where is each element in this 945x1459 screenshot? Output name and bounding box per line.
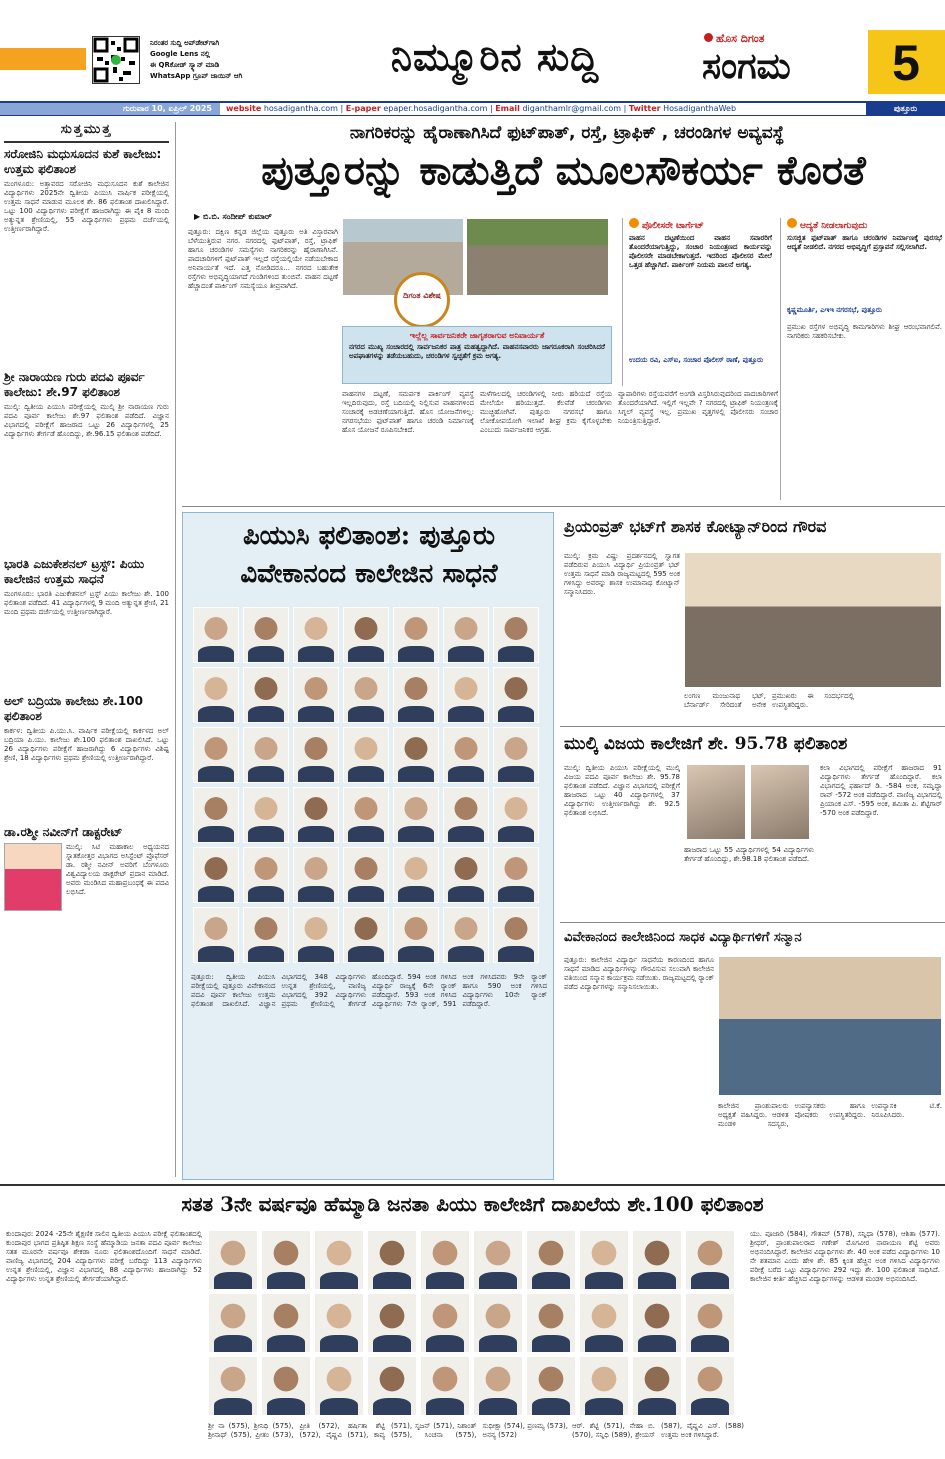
student-photo	[261, 1230, 311, 1290]
sidebar-body: ಮಂಗಳೂರು: ಭಾರತಿ ಎಜುಕೇಶನಲ್ ಟ್ರಸ್ಟ್ ಪಿಯು ಕಾಲೇಜು ಶೇ. 100 ಫಲಿತಾಂಶ ಪಡೆದಿದೆ. 41 ವಿದ್ಯಾರ್ಥಿಗಳಲ್ಲಿ 9 ಮಂದಿ ಅತ್ಯುನ್ನತ ಶ್ರೇಣಿ, 21 ಮಂದಿ ಪ್ರಥಮ ದರ್ಜೆಯಲ್ಲಿ ಉತ್ತೀರ್ಣರಾಗಿದ್ದಾರೆ.	[4, 590, 169, 616]
box-title-text: ಪೊಲೀಸರೇ ಟಾರ್ಗೆಟ್	[642, 221, 704, 231]
photo-shoulders	[214, 1398, 252, 1415]
epaper-label: E-paper	[345, 104, 381, 113]
epaper-link[interactable]: epaper.hosadigantha.com	[383, 104, 488, 113]
avatar	[4, 843, 62, 911]
photo-shoulders	[398, 946, 433, 962]
photo-shoulders	[398, 706, 433, 722]
photo-shoulders	[248, 646, 283, 662]
student-photo	[193, 607, 239, 663]
student-photo	[493, 787, 539, 843]
student-photo	[208, 1356, 258, 1416]
photo-shoulders	[298, 946, 333, 962]
story-column-2: ವಾಹನಗಳ ದಟ್ಟಣೆ, ಸಮರ್ಪಕ ಪಾರ್ಕಿಂಗ್ ವ್ಯವಸ್ಥೆ ಇಲ್ಲದಿರುವುದು, ರಸ್ತೆ ಬದಿಯಲ್ಲಿ ನಿಲ್ಲಿಸುವ ವಾಹನಗಳಿಂದ ಸಂಚಾರಕ್ಕೆ ಅಡಚಣೆಯಾಗುತ್ತಿದೆ. ಹೊಸ ಯೋಜನೆಗಳಿಲ್ಲ: ನಗರಸಭೆಯು ಫುಟ್‌ಪಾತ್ ಹಾಗೂ ಚರಂಡಿ ನಿರ್ಮಾಣಕ್ಕೆ ಹೊಸ ಯೋಜನೆ ರೂಪಿಸಬೇಕಿದೆ.	[342, 390, 474, 434]
photo-shoulders	[198, 646, 233, 662]
student-photo	[243, 607, 289, 663]
divider	[182, 506, 945, 507]
photo-shoulders	[373, 1272, 411, 1289]
student-photo	[443, 667, 489, 723]
photo-shoulders	[691, 1272, 729, 1289]
caption-title: ಇಲ್ಲೆಲ್ಲ ಸಾರ್ವಜನಿಕರೇ ಜಾಗೃತರಾಗುವ ಅನಿವಾರ್ಯತೆ	[409, 331, 545, 340]
student-photo	[243, 787, 289, 843]
qr-line: ನಿರಂತರ ಸುದ್ದಿ ಅಪ್‌ಡೇಟ್‌ಗಾಗಿ	[150, 39, 220, 47]
student-photo	[393, 907, 439, 963]
student-photo	[314, 1293, 364, 1353]
photo-shoulders	[448, 706, 483, 722]
bottom-names: ಶ್ರೀ ನಾ (575), ಶ್ರೀನಿಧಿ (575), ಶ್ರೀನಾಥ್ (575), ಪ್ರೀತಂ (573), ಪ್ರೀತಿ (572), ಹರ್ಷಿತಾ ಶೆಟ್ಟಿ (572), ವೈಷ್ಣವಿ (571), ಕಾವ್ಯ (571), ಸೃಜನ್ (571), ನಿಶಾಂತ್ (575), ಸಿಂಚನಾ (575), ಸುಧೀಕ್ಷಾ (574), ಪ್ರಣಮ್ಯ (573), ಅನನ್ಯ (572)	[208, 1422, 568, 1439]
sidebar-body: ಮುಲ್ಕಿ: ದ್ವಿತೀಯ ಪಿಯುಸಿ ಪರೀಕ್ಷೆಯಲ್ಲಿ ಮುಲ್ಕಿ ಶ್ರೀ ನಾರಾಯಣ ಗುರು ಪದವಿ ಪೂರ್ವ ಕಾಲೇಜು ಶೇ.97 ಫಲಿತಾಂಶ ಪಡೆದಿದೆ. ವಿಜ್ಞಾನ ವಿಭಾಗದಲ್ಲಿ ಪರೀಕ್ಷೆಗೆ ಹಾಜರಾದ ಒಟ್ಟು 26 ವಿದ್ಯಾರ್ಥಿಗಳಲ್ಲಿ 25 ವಿದ್ಯಾರ್ಥಿಗಳು ತೇರ್ಗಡೆ ಹೊಂದಿದ್ದು, ಶೇ.96.15 ಫಲಿತಾಂಶ ಪಡೆದಿದೆ.	[4, 403, 169, 438]
photo-shoulders	[348, 826, 383, 842]
puc-story	[182, 512, 554, 1180]
student-photo	[686, 764, 746, 840]
photo-shoulders	[479, 1335, 517, 1352]
twitter-link[interactable]: HosadiganthaWeb	[663, 104, 737, 113]
student-photo	[343, 607, 389, 663]
student-photo	[314, 1356, 364, 1416]
vijaya-body-2: ಹಾಜರಾದ ಒಟ್ಟು 55 ವಿದ್ಯಾರ್ಥಿಗಳಲ್ಲಿ 54 ವಿದ್ಯಾರ್ಥಿಗಳು ತೇರ್ಗಡೆ ಹೊಂದಿದ್ದು, ಶೇ.98.18 ಫಲಿತಾಂಶ ಪಡೆದಿದೆ.	[684, 846, 814, 863]
photo-shoulders	[298, 826, 333, 842]
student-photo	[750, 764, 810, 840]
story-column-1: ಪುತ್ತೂರು: ದಕ್ಷಿಣ ಕನ್ನಡ ಜಿಲ್ಲೆಯ ಪುತ್ತೂರು ಅತಿ ವಿಸ್ತಾರವಾಗಿ ಬೆಳೆಯುತ್ತಿರುವ ನಗರ. ನಗರದಲ್ಲಿ ಫುಟ್‌ಪಾತ್, ರಸ್ತೆ, ಟ್ರಾಫಿಕ್ ಹಾಗೂ ಚರಂಡಿಗಳ ಸಮಸ್ಯೆಗಳು ನಾಗರಿಕರನ್ನು ಹೈರಾಣಾಗಿಸಿವೆ. ಪಾದಚಾರಿಗಳಿಗೆ ಫುಟ್‌ಪಾತ್ ಇಲ್ಲದೆ ರಸ್ತೆಯಲ್ಲಿಯೇ ನಡೆಯಬೇಕಾದ ಅನಿವಾರ್ಯತೆ ಇದೆ. ಎತ್ತ ನೋಡಿದರೂ... ನಗರದ ಬಹುತೇಕ ರಸ್ತೆಗಳು ಅಭಿವೃದ್ಧಿಯಾಗದೆ ಗುಂಡಿಗಳಿಂದ ತುಂಬಿವೆ. ವಾಹನ ದಟ್ಟಣೆ ಹೆಚ್ಚಾದಂತೆ ಪಾರ್ಕಿಂಗ್ ಸಮಸ್ಯೆಯೂ ತೀವ್ರವಾಗಿದೆ.	[188, 228, 338, 290]
student-photo	[443, 727, 489, 783]
sidebar-body: ಕಾರ್ಕಳ: ದ್ವಿತೀಯ ಪಿ.ಯು.ಸಿ. ವಾರ್ಷಿಕ ಪರೀಕ್ಷೆಯಲ್ಲಿ ಕಾರ್ಕಳದ ಅಲ್ ಬದ್ರಿಯಾ ಪಿ.ಯು. ಕಾಲೇಜು ಶೇ.100 ಫಲಿತಾಂಶ ದಾಖಲಿಸಿದೆ. ಒಟ್ಟು 26 ವಿದ್ಯಾರ್ಥಿಗಳು ಪರೀಕ್ಷೆಗೆ ಹಾಜರಾಗಿದ್ದು 6 ವಿದ್ಯಾರ್ಥಿಗಳು ವಿಶಿಷ್ಟ ಶ್ರೇಣಿ, 18 ವಿದ್ಯಾರ್ಥಿಗಳು ಪ್ರಥಮ ಶ್ರೇಣಿಯಲ್ಲಿ ಉತ್ತೀರ್ಣರಾಗಿದ್ದಾರೆ.	[4, 727, 169, 762]
photo-shoulders	[498, 766, 533, 782]
photo-shoulders	[498, 706, 533, 722]
student-photo	[193, 907, 239, 963]
photo-shoulders	[398, 766, 433, 782]
student-photo	[473, 1230, 523, 1290]
photo-shoulders	[214, 1335, 252, 1352]
orange-corner-block	[0, 48, 86, 70]
student-photo	[293, 907, 339, 963]
vijaya-body-3: ಕಲಾ ವಿಭಾಗದಲ್ಲಿ ಪರೀಕ್ಷೆಗೆ ಹಾಜರಾದ 91 ವಿದ್ಯಾರ್ಥಿಗಳು ತೇರ್ಗಡೆ ಹೊಂದಿದ್ದಾರೆ. ಕಲಾ ವಿಭಾಗದಲ್ಲಿ ಫರ್ಹಾದ್ ಡಿ. -584 ಅಂಕ, ಸಮೃದ್ಧಾ ರಾವ್ -572 ಅಂಕ ಪಡೆದಿದ್ದಾರೆ. ವಾಣಿಜ್ಯ ವಿಭಾಗದಲ್ಲಿ ಪ್ರಿಯಾಂಕ ಎಸ್. -595 ಅಂಕ, ಶಮಿತಾ ಪಿ. ಶೆಟ್ಟಿಗಾರ್ -570 ಅಂಕ ಪಡೆದಿದ್ದಾರೆ.	[820, 764, 942, 817]
story-column-3: ಮಳೆಗಾಲದಲ್ಲಿ ಚರಂಡಿಗಳಲ್ಲಿ ನೀರು ಹರಿಯದೆ ರಸ್ತೆಯ ಮೇಲೆಯೇ ಹರಿಯುತ್ತದೆ. ಕೆಲವೆಡೆ ಚರಂಡಿಗಳು ಮುಚ್ಚಿಹೋಗಿವೆ. ಪುತ್ತೂರು ನಗರಸಭೆ ಹಾಗೂ ಲೋಕೋಪಯೋಗಿ ಇಲಾಖೆ ಶೀಘ್ರ ಕ್ರಮ ಕೈಗೊಳ್ಳಬೇಕು ಎಂಬುದು ಸಾರ್ವಜನಿಕರ ಆಗ್ರಹ.	[480, 390, 612, 434]
photo-shoulders	[320, 1335, 358, 1352]
photo-shoulders	[498, 886, 533, 902]
student-photo	[632, 1230, 682, 1290]
photo-shoulders	[479, 1272, 517, 1289]
byline-text: ಬಿ.ಬಿ. ಸಂದೀಪ್ ಕುಮಾರ್	[202, 212, 272, 221]
digantha-special-stamp: ದಿಗಂತ ವಿಶೇಷ	[394, 272, 450, 328]
honour-caption: ಲಂಗಣ ಮಂಜುನಾಥ ಭಟ್, ಬೆರ್ನಾರ್ಡ್ ಸೇರಿದಂತೆ ಅನೇಕ ಪ್ರಮುಖರು ಈ ಸಂದರ್ಭದಲ್ಲಿ ಉಪಸ್ಥಿತರಿದ್ದರು.	[684, 692, 854, 709]
student-photo	[243, 847, 289, 903]
student-photo	[579, 1356, 629, 1416]
sidebar	[4, 122, 176, 1177]
photo-shoulders	[691, 1335, 729, 1352]
puc-body: ಪುತ್ತೂರು: ದ್ವಿತೀಯ ಪಿಯುಸಿ ಪರೀಕ್ಷೆಯಲ್ಲಿ ಪುತ್ತೂರು ವಿವೇಕಾನಂದ ಪದವಿ ಪೂರ್ವ ಕಾಲೇಜು ಉತ್ತಮ ಫಲಿತಾಂಶ ದಾಖಲಿಸಿದೆ. ವಿಜ್ಞಾನ ವಿಭಾಗದಲ್ಲಿ 348 ವಿದ್ಯಾರ್ಥಿಗಳು ಉನ್ನತ ಶ್ರೇಣಿಯಲ್ಲಿ, ವಾಣಿಜ್ಯ ವಿಭಾಗದಲ್ಲಿ 392 ವಿದ್ಯಾರ್ಥಿಗಳು ಪ್ರಥಮ ಶ್ರೇಣಿಯಲ್ಲಿ ತೇರ್ಗಡೆ ಹೊಂದಿದ್ದಾರೆ. 594 ಅಂಕ ಗಳಿಸಿದ ವಿದ್ಯಾರ್ಥಿ ರಾಜ್ಯಕ್ಕೆ 6ನೇ ರ್‍ಯಾಂಕ್ ಪಡೆದಿದ್ದಾರೆ. 593 ಅಂಕ ಗಳಿಸಿದ ವಿದ್ಯಾರ್ಥಿಗಳು 7ನೇ ರ್‍ಯಾಂಕ್, 591 ಅಂಕ ಗಳಿಸಿದವರು 9ನೇ ರ್‍ಯಾಂಕ್ ಹಾಗೂ 590 ಅಂಕ ಗಳಿಸಿದ ವಿದ್ಯಾರ್ಥಿಗಳು 10ನೇ ರ್‍ಯಾಂಕ್ ಪಡೆದಿದ್ದಾರೆ.	[191, 973, 547, 1008]
flame-icon	[704, 33, 713, 42]
photo-shoulders	[248, 826, 283, 842]
box-extra: ಪ್ರಮುಖ ರಸ್ತೆಗಳ ಅಭಿವೃದ್ಧಿ ಕಾಮಗಾರಿಗಳು ಶೀಘ್ರ ಆರಂಭವಾಗಲಿವೆ. ನಾಗರಿಕರು ಸಹಕರಿಸಬೇಕು.	[787, 323, 942, 340]
arrow-icon: ▶	[194, 212, 203, 221]
student-photo	[443, 907, 489, 963]
brand-small-text: ಹೊಸ ದಿಗಂತ	[716, 32, 765, 45]
student-photo	[443, 607, 489, 663]
flame-icon	[629, 218, 639, 228]
sidebar-headline: ಡಾ.ರಶ್ಮೀ ನವೀನ್‌ಗೆ ಡಾಕ್ಟರೇಟ್	[4, 825, 123, 839]
qr-line: WhatsApp ಗ್ರೂಪ್ ಜಾಯಿನ್ ಆಗಿ	[150, 72, 243, 80]
email-label: Email	[495, 104, 520, 113]
flame-icon	[787, 218, 797, 228]
student-photo	[685, 1293, 735, 1353]
sidebar-headline: ಸರೋಜಿನಿ ಮಧುಸೂದನ ಕುಶೆ ಕಾಲೇಜು: ಉತ್ತಮ ಫಲಿತಾಂಶ	[4, 147, 162, 176]
student-photo	[243, 907, 289, 963]
student-photo	[261, 1356, 311, 1416]
photo-shoulders	[398, 646, 433, 662]
priority-box	[780, 218, 942, 500]
student-photo	[193, 787, 239, 843]
photo-shoulders	[198, 826, 233, 842]
vijaya-headline: ಮುಲ್ಕಿ ವಿಜಯ ಕಾಲೇಜಿಗೆ ಶೇ. 95.78 ಫಲಿತಾಂಶ	[564, 734, 848, 754]
date-strip	[0, 101, 945, 116]
felicitation-body-1: ಪುತ್ತೂರು: ಕಾಲೇಜಿನ ವಿದ್ಯಾರ್ಥಿ ಸಾಧನೆಯ ಕಾರಣದಿಂದ ಹಾಗೂ ಸಾಧನೆ ಮಾಡಿದ ವಿದ್ಯಾರ್ಥಿಗಳನ್ನು ಗೌರವಿಸುವ ಸಲುವಾಗಿ ಕಾಲೇಜಿನ ವತಿಯಿಂದ ಸನ್ಮಾನ ಕಾರ್ಯಕ್ರಮ ನಡೆಯಿತು. ರಾಜ್ಯಮಟ್ಟದಲ್ಲಿ ರ್‍ಯಾಂಕ್ ಪಡೆದ ವಿದ್ಯಾರ್ಥಿಗಳನ್ನು ಸನ್ಮಾನಿಸಲಾಯಿತು.	[564, 956, 714, 991]
photo-shoulders	[498, 826, 533, 842]
photo-shoulders	[298, 646, 333, 662]
story-column-4: ವ್ಯಾಪಾರಿಗಳು ರಸ್ತೆಯವರೆಗೆ ಅಂಗಡಿ ವಿಸ್ತರಿಸಿರುವುದರಿಂದ ಪಾದಚಾರಿಗಳಿಗೆ ತೊಂದರೆಯಾಗಿದೆ. ಇಲ್ಲಿಗೆ ಇಲ್ಲವೇ ? ನಗರದಲ್ಲಿ ಟ್ರಾಫಿಕ್ ನಿಯಂತ್ರಣಕ್ಕೆ ಸಿಗ್ನಲ್ ವ್ಯವಸ್ಥೆ ಇಲ್ಲ. ಪ್ರಮುಖ ವೃತ್ತಗಳಲ್ಲಿ ಪೊಲೀಸರು ಸಂಚಾರ ನಿಯಂತ್ರಿಸುತ್ತಿದ್ದಾರೆ.	[618, 390, 778, 425]
student-photo	[493, 847, 539, 903]
student-photo	[367, 1230, 417, 1290]
photo-shoulders	[267, 1398, 305, 1415]
student-photo	[343, 907, 389, 963]
photo-shoulders	[479, 1398, 517, 1415]
story-headline: ಪುತ್ತೂರನ್ನು ಕಾಡುತ್ತಿದೆ ಮೂಲಸೌಕರ್ಯ ಕೊರತೆ	[261, 147, 866, 194]
photo-shoulders	[498, 646, 533, 662]
photo-shoulders	[638, 1272, 676, 1289]
website-link[interactable]: hosadigantha.com	[263, 104, 338, 113]
vijaya-story	[560, 730, 945, 920]
honour-group-photo	[684, 552, 942, 688]
photo-shoulders	[267, 1272, 305, 1289]
felicitation-story	[560, 926, 945, 1180]
student-photo	[343, 667, 389, 723]
student-photo	[493, 667, 539, 723]
divider	[560, 922, 945, 923]
twitter-label: Twitter	[628, 104, 661, 113]
photo-shoulders	[198, 886, 233, 902]
photo-shoulders	[298, 766, 333, 782]
felicitation-body-2: ಕಾಲೇಜಿನ ಪ್ರಾಂಶುಪಾಲರು ಅಧ್ಯಕ್ಷತೆ ವಹಿಸಿದ್ದರು. ಆಡಳಿತ ಮಂಡಳಿ ಸದಸ್ಯರು, ಉಪನ್ಯಾಸಕರು ಹಾಗೂ ಪೋಷಕರು ಉಪಸ್ಥಿತರಿದ್ದರು. ಉಪನ್ಯಾಸಕಿ ಟಿ.ಕೆ. ನಿರೂಪಿಸಿದರು.	[718, 1102, 942, 1128]
photo-shoulders	[248, 706, 283, 722]
photo-shoulders	[320, 1272, 358, 1289]
student-photo	[393, 607, 439, 663]
photo-shoulders	[198, 706, 233, 722]
photo-shoulders	[348, 706, 383, 722]
photo-shoulders	[638, 1335, 676, 1352]
bottom-story	[0, 1184, 945, 1459]
email-link[interactable]: diganthamlr@gmail.com	[522, 104, 622, 113]
student-photo	[193, 667, 239, 723]
student-photo	[443, 847, 489, 903]
puc-headline-1: ಪಿಯುಸಿ ಫಲಿತಾಂಶ: ಪುತ್ತೂರು	[242, 521, 495, 551]
student-photo	[193, 727, 239, 783]
student-photo	[632, 1293, 682, 1353]
police-box	[622, 218, 772, 386]
bottom-headline: ಸತತ 3ನೇ ವರ್ಷವೂ ಹೆಮ್ಮಾಡಿ ಜನತಾ ಪಿಯು ಕಾಲೇಜಿಗೆ ದಾಖಲೆಯ ಶೇ.100 ಫಲಿತಾಂಶ	[181, 1192, 764, 1216]
story-kicker: ನಾಗರಿಕರನ್ನು ಹೈರಾಣಾಗಿಸಿದೆ ಫುಟ್‌ಪಾತ್, ರಸ್ತೆ, ಟ್ರಾಫಿಕ್ , ಚರಂಡಿಗಳ ಅವ್ಯವಸ್ಥೆ	[349, 123, 785, 143]
sidebar-logo: ಸುತ್ತಮುತ್ತ	[4, 122, 169, 143]
masthead	[0, 0, 945, 100]
qr-code-icon	[92, 36, 140, 84]
photo-shoulders	[532, 1398, 570, 1415]
divider	[560, 726, 945, 727]
photo-shoulders	[267, 1335, 305, 1352]
honour-story	[560, 512, 945, 722]
date-box: ಗುರುವಾರ 10, ಏಪ್ರಿಲ್ 2025	[0, 103, 220, 115]
photo-shoulders	[348, 766, 383, 782]
photo-shoulders	[448, 646, 483, 662]
box-title	[787, 218, 942, 231]
sidebar-body: ಮುಲ್ಕಿ: ಸಿಟಿ ಮಹಾಕಾಲ ಅಧ್ಯಯನದ ಸ್ನಾತಕೋತ್ತರ ವಿಭಾಗದ ಅಸಿಸ್ಟೆಂಟ್ ಪ್ರೊಫೆಸರ್ ಡಾ. ರಶ್ಮೀ ನವೀನ್ ಅವರಿಗೆ ಬೆಂಗಳೂರು ವಿಶ್ವವಿದ್ಯಾಲಯ ಡಾಕ್ಟರೇಟ್ ಪ್ರದಾನ ಮಾಡಿದೆ. ಅವರು ಮಂಡಿಸಿದ ಮಹಾಪ್ರಬಂಧಕ್ಕೆ ಈ ಪದವಿ ಲಭಿಸಿದೆ.	[66, 843, 169, 896]
qr-line: ಈ QRಕೋಡ್ ಸ್ಕ್ಯಾನ್ ಮಾಡಿ	[150, 61, 220, 69]
sidebar-headline: ಅಲ್ ಬದ್ರಿಯಾ ಕಾಲೇಜು ಶೇ.100 ಫಲಿತಾಂಶ	[4, 694, 143, 723]
student-photo	[632, 1356, 682, 1416]
photo-shoulders	[426, 1398, 464, 1415]
student-photo	[579, 1293, 629, 1353]
photo-shoulders	[426, 1335, 464, 1352]
student-photo	[526, 1293, 576, 1353]
photo-shoulders	[585, 1398, 623, 1415]
student-photo	[293, 847, 339, 903]
student-photo	[293, 727, 339, 783]
top-story	[182, 122, 945, 506]
photo-shoulders	[448, 826, 483, 842]
sidebar-headline: ಭಾರತಿ ಎಜುಕೇಶನಲ್ ಟ್ರಸ್ಟ್: ಪಿಯು ಕಾಲೇಜಿನ ಉತ್ತಮ ಸಾಧನೆ	[4, 557, 145, 586]
photo-shoulders	[426, 1272, 464, 1289]
photo-shoulders	[298, 886, 333, 902]
student-photo	[579, 1230, 629, 1290]
student-photo	[314, 1230, 364, 1290]
photo-shoulders	[532, 1272, 570, 1289]
box-quote: ಕೃಷ್ಣಮೂರ್ತಿ, ಎಇಇ ನಗರಸಭೆ, ಪುತ್ತೂರು	[787, 306, 882, 314]
photo-shoulders	[248, 766, 283, 782]
bottom-body: ಕುಂದಾಪುರ: 2024 -25ನೇ ಶೈಕ್ಷಣಿಕ ಸಾಲಿನ ದ್ವಿತೀಯ ಪಿಯುಸಿ ಪರೀಕ್ಷೆ ಫಲಿತಾಂಶದಲ್ಲಿ ಕುಂದಾಪುರ ಭಾಗದ ಪ್ರತಿಷ್ಠಿತ ಶಿಕ್ಷಣ ಸಂಸ್ಥೆ ಹೆಮ್ಮಾಡಿಯ ಜನತಾ ಪದವಿ ಪೂರ್ವ ಕಾಲೇಜು ಸತತ ಮೂರನೇ ವರ್ಷವೂ ಶೇಕಡಾ ನೂರು ಫಲಿತಾಂಶದೊಂದಿಗೆ ಸಾಧನೆ ಮಾಡಿದೆ. ವಾಣಿಜ್ಯ ವಿಭಾಗದಲ್ಲಿ 204 ವಿದ್ಯಾರ್ಥಿಗಳು ಪರೀಕ್ಷೆ ಬರೆದಿದ್ದು 113 ವಿದ್ಯಾರ್ಥಿಗಳು ಉನ್ನತ ಶ್ರೇಣಿಯಲ್ಲಿ, ವಿಜ್ಞಾನ ವಿಭಾಗದಲ್ಲಿ 88 ವಿದ್ಯಾರ್ಥಿಗಳು ಹಾಜರಾಗಿದ್ದು 52 ವಿದ್ಯಾರ್ಥಿಗಳು ಉನ್ನತ ಶ್ರೇಣಿಯಲ್ಲಿ ತೇರ್ಗಡೆಯಾಗಿದ್ದಾರೆ.	[6, 1230, 202, 1283]
felicitation-headline: ವಿವೇಕಾನಂದ ಕಾಲೇಜಿನಿಂದ ಸಾಧಕ ವಿದ್ಯಾರ್ಥಿಗಳಿಗೆ ಸನ್ಮಾನ	[564, 930, 802, 945]
student-photo	[526, 1230, 576, 1290]
student-photo-grid	[193, 607, 545, 967]
photo-shoulders	[448, 886, 483, 902]
student-photo	[243, 667, 289, 723]
photo-shoulders	[248, 946, 283, 962]
photo-shoulders	[448, 946, 483, 962]
photo-shoulders	[585, 1272, 623, 1289]
brand-name: ಸಂಗಮ	[702, 45, 791, 87]
student-photo	[243, 727, 289, 783]
photo-shoulders	[638, 1398, 676, 1415]
box-body: ಸುಸಜ್ಜಿತ ಫುಟ್‌ಪಾತ್ ಹಾಗೂ ಚರಂಡಿಗಳ ನಿರ್ಮಾಣಕ್ಕೆ ಪುರಸಭೆ ಆದ್ಯತೆ ನೀಡಲಿದೆ. ನಗರದ ಅಭಿವೃದ್ಧಿಗೆ ಪ್ರಸ್ತಾವನೆ ಸಲ್ಲಿಸಲಾಗಿದೆ.	[787, 234, 942, 251]
student-photo	[493, 907, 539, 963]
sidebar-doctor-block	[4, 843, 169, 993]
sidebar-body: ಮಂಗಳೂರು: ಅತ್ತಾವರದ ಸರೋಜಿನಿ ಮಧುಸೂದನ ಕುಶೆ ಕಾಲೇಜಿನ ವಿದ್ಯಾರ್ಥಿಗಳು 2025ನೇ ದ್ವಿತೀಯ ಪಿಯುಸಿ ವಾರ್ಷಿಕ ಪರೀಕ್ಷೆಯಲ್ಲಿ ಉತ್ತಮ ಸಾಧನೆ ಮಾಡುವ ಮೂಲಕ ಶೇ. 86 ಫಲಿತಾಂಶ ದಾಖಲಿಸಿದ್ದಾರೆ. ಒಟ್ಟು 100 ವಿದ್ಯಾರ್ಥಿಗಳು ಪರೀಕ್ಷೆಗೆ ಹಾಜರಾಗಿದ್ದು ಈ ಪೈಕಿ 8 ಮಂದಿ ಅತ್ಯುನ್ನತ ಶ್ರೇಣಿಯಲ್ಲಿ, 55 ವಿದ್ಯಾರ್ಥಿಗಳು ಪ್ರಥಮ ದರ್ಜೆಯಲ್ಲಿ ಉತ್ತೀರ್ಣರಾಗಿದ್ದಾರೆ.	[4, 180, 169, 233]
student-photo	[420, 1230, 470, 1290]
student-photo	[208, 1293, 258, 1353]
photo-shoulders	[691, 1398, 729, 1415]
photo-shoulders	[373, 1398, 411, 1415]
photo-shoulders	[214, 1272, 252, 1289]
student-photo	[293, 607, 339, 663]
student-photo	[393, 727, 439, 783]
box-quote: ಉದಯ ರವಿ, ಎಸ್ಐ, ಸಂಚಾರ ಪೊಲೀಸ್ ಠಾಣೆ, ಪುತ್ತೂರು	[629, 356, 764, 364]
photo-shoulders	[348, 886, 383, 902]
student-photo	[493, 727, 539, 783]
student-photo	[193, 847, 239, 903]
photo-shoulders	[498, 946, 533, 962]
photo-shoulders	[448, 766, 483, 782]
sidebar-headline: ಶ್ರೀ ನಾರಾಯಣ ಗುರು ಪದವಿ ಪೂರ್ವ ಕಾಲೇಜು: ಶೇ.97 ಫಲಿತಾಂಶ	[4, 370, 145, 399]
student-photo	[685, 1356, 735, 1416]
section-title: ನಿಮ್ಮೂರಿನ ಸುದ್ದಿ	[390, 34, 600, 79]
student-photo	[293, 787, 339, 843]
photo-shoulders	[398, 886, 433, 902]
caption-box	[342, 326, 612, 384]
photo-shoulders	[320, 1398, 358, 1415]
student-photo	[526, 1356, 576, 1416]
student-photo	[343, 787, 389, 843]
photo-shoulders	[198, 946, 233, 962]
box-title	[629, 218, 772, 231]
student-photo	[420, 1356, 470, 1416]
bottom-photo-grid	[208, 1230, 744, 1420]
vijaya-body-1: ಮುಲ್ಕಿ: ದ್ವಿತೀಯ ಪಿಯುಸಿ ಪರೀಕ್ಷೆಯಲ್ಲಿ ಮುಲ್ಕಿ ವಿಜಯ ಪದವಿ ಪೂರ್ವ ಕಾಲೇಜು ಶೇ. 95.78 ಫಲಿತಾಂಶ ಪಡೆದಿದೆ. ವಿಜ್ಞಾನ ವಿಭಾಗದಲ್ಲಿ ಪರೀಕ್ಷೆಗೆ ಹಾಜರಾದ ಒಟ್ಟು 40 ವಿದ್ಯಾರ್ಥಿಗಳಲ್ಲಿ 37 ವಿದ್ಯಾರ್ಥಿಗಳು ಉತ್ತೀರ್ಣರಾಗಿದ್ದು ಶೇ. 92.5 ಫಲಿತಾಂಶ ಲಭಿಸಿದೆ.	[564, 764, 680, 817]
puc-headline-2: ವಿವೇಕಾನಂದ ಕಾಲೇಜಿನ ಸಾಧನೆ	[240, 559, 498, 589]
photo-shoulders	[398, 826, 433, 842]
photo-shoulders	[373, 1335, 411, 1352]
student-photo	[367, 1356, 417, 1416]
student-photo	[420, 1293, 470, 1353]
student-photo	[393, 667, 439, 723]
photo-shoulders	[298, 706, 333, 722]
bottom-names-2: ಆರ್. ಶೆಟ್ಟಿ (571), ನೇಹಾ ಬಿ. (570), ಸನ್ನಿಧಿ (589), ಶ್ರೇಯಸ್ (587), ವೈಷ್ಣವಿ ಎಸ್. (588) ಉತ್ತಮ ಅಂಕ ಗಳಿಸಿದ್ದಾರೆ.	[572, 1422, 744, 1439]
photo-shoulders	[348, 646, 383, 662]
student-photo	[367, 1293, 417, 1353]
photo-shoulders	[248, 886, 283, 902]
student-photo	[473, 1293, 523, 1353]
drain-photo	[466, 218, 609, 296]
qr-line: Google Lens ನಲ್ಲಿ	[150, 50, 210, 58]
student-photo	[393, 787, 439, 843]
photo-shoulders	[198, 766, 233, 782]
student-photo	[685, 1230, 735, 1290]
brand-block	[698, 30, 945, 94]
student-photo	[293, 667, 339, 723]
honour-body: ಮುಲ್ಕಿ: ಕ್ರಮ ವಿಷ್ಣು ಪ್ರದರ್ಶನದಲ್ಲಿ ಸ್ವಾಗತ ಪಡೆದಿರುವ ಪಿಯುಸಿ ವಿದ್ಯಾರ್ಥಿ ಪ್ರಿಯಂವ್ರತ್ ಭಟ್ ಉತ್ತಮ ಸಾಧನೆ ಮಾಡಿ ರಾಜ್ಯಮಟ್ಟದಲ್ಲಿ 595 ಅಂಕ ಗಳಿಸಿದ್ದು ಅವರನ್ನು ಶಾಸಕ ಉಮಾನಾಥ ಕೋಟ್ಯಾನ್ ಸನ್ಮಾನಿಸಿದರು.	[564, 552, 680, 596]
student-photo	[261, 1293, 311, 1353]
photo-shoulders	[532, 1335, 570, 1352]
edition-box: ಪುತ್ತೂರು	[866, 103, 945, 115]
student-photo	[393, 847, 439, 903]
photo-shoulders	[585, 1335, 623, 1352]
contact-line: website hosadigantha.com | E-paper epaper.hosadigantha.com | Email diganthamlr@gmail.com | Twitter HosadiganthaWeb	[226, 104, 737, 113]
student-photo	[473, 1356, 523, 1416]
qr-instructions	[150, 38, 310, 82]
box-body: ವಾಹನ ದಟ್ಟಣೆಯಿಂದ ವಾಹನ ಸವಾರರಿಗೆ ತೊಂದರೆಯಾಗುತ್ತಿದ್ದು, ಸಂಚಾರ ನಿಯಂತ್ರಣದ ಕಾರ್ಯವನ್ನು ಪೊಲೀಸರೇ ಮಾಡಬೇಕಾಗುತ್ತದೆ. ಇದರಿಂದ ಪೊಲೀಸರ ಮೇಲೆ ಒತ್ತಡ ಹೆಚ್ಚಾಗಿದೆ. ಪಾರ್ಕಿಂಗ್ ನಿಯಮ ಪಾಲನೆ ಅಗತ್ಯ.	[629, 234, 772, 269]
box-title-text: ಆದ್ಯತೆ ನೀಡಲಾಗುವುದು	[800, 221, 868, 231]
student-photo	[443, 787, 489, 843]
student-photo	[493, 607, 539, 663]
felicitation-photo	[718, 956, 942, 1096]
photo-shoulders	[348, 946, 383, 962]
honour-headline: ಪ್ರಿಯಂವ್ರತ್ ಭಟ್‌ಗೆ ಶಾಸಕ ಕೋಟ್ಯಾನ್‌ರಿಂದ ಗೌರವ	[564, 517, 827, 536]
page-number: 5	[892, 35, 920, 91]
bottom-right: ಯು. ಪೂಜಾರಿ (584), ಗೌತಮ್ (578), ಸನ್ನಿಧಾ (578), ಆಶಿತಾ (577). ಶ್ರೀಧರ್, ಪ್ರಾಂಶುಪಾಲರಾದ ಗಣೇಶ್ ಮೊಗವೀರ ನಾರಾಯಣ ಶೆಟ್ಟಿ ಅವರು ಅಭಿನಂದಿಸಿದ್ದಾರೆ. ಕಾಲೇಜಿನ ವಿದ್ಯಾರ್ಥಿಗಳು ಶೇ. 40 ಅಂಕ ಪಡೆದ ವಿದ್ಯಾರ್ಥಿಗಳು 10 ನೇ ಶತಮಾನ ಎಂದು ಹೇಳಿ ಶೇ. 85 ಕ್ಕಿಂತ ಹೆಚ್ಚಿನ ಅಂಕ ಗಳಿಸಿದ ವಿದ್ಯಾರ್ಥಿಗಳು ಪರೀಕ್ಷೆ ಬರೆದ ಒಟ್ಟು ವಿದ್ಯಾರ್ಥಿಗಳು 292 ಇದ್ದು ಶೇ. 100 ಫಲಿತಾಂಶ ಸಾಧಿಸಿದೆ. ಕಾಲೇಜಿನ ಕೀರ್ತಿ ಹೆಚ್ಚಿಸಿದ ವಿದ್ಯಾರ್ಥಿಗಳನ್ನು ಆಡಳಿತ ಮಂಡಳಿ ಅಭಿನಂದಿಸಿದೆ.	[750, 1230, 940, 1283]
byline	[194, 212, 272, 222]
website-label: website	[226, 104, 262, 113]
student-photo	[343, 727, 389, 783]
student-photo	[208, 1230, 258, 1290]
student-photo	[343, 847, 389, 903]
caption-body: ನಗರದ ಮುಖ್ಯ ಸಂಚಾರದಲ್ಲಿ ಸಾರ್ವಜನಿಕರ ಪಾತ್ರ ಮಹತ್ವದ್ದಾಗಿದೆ. ವಾಹನಸವಾರರು ಜಾಗರೂಕರಾಗಿ ಸಂಚರಿಸಿದರೆ ಅಪಘಾತಗಳನ್ನು ತಡೆಯಬಹುದು, ಚರಂಡಿಗಳ ಸ್ವಚ್ಛತೆಗೆ ಕ್ರಮ ಅಗತ್ಯ.	[349, 343, 605, 360]
